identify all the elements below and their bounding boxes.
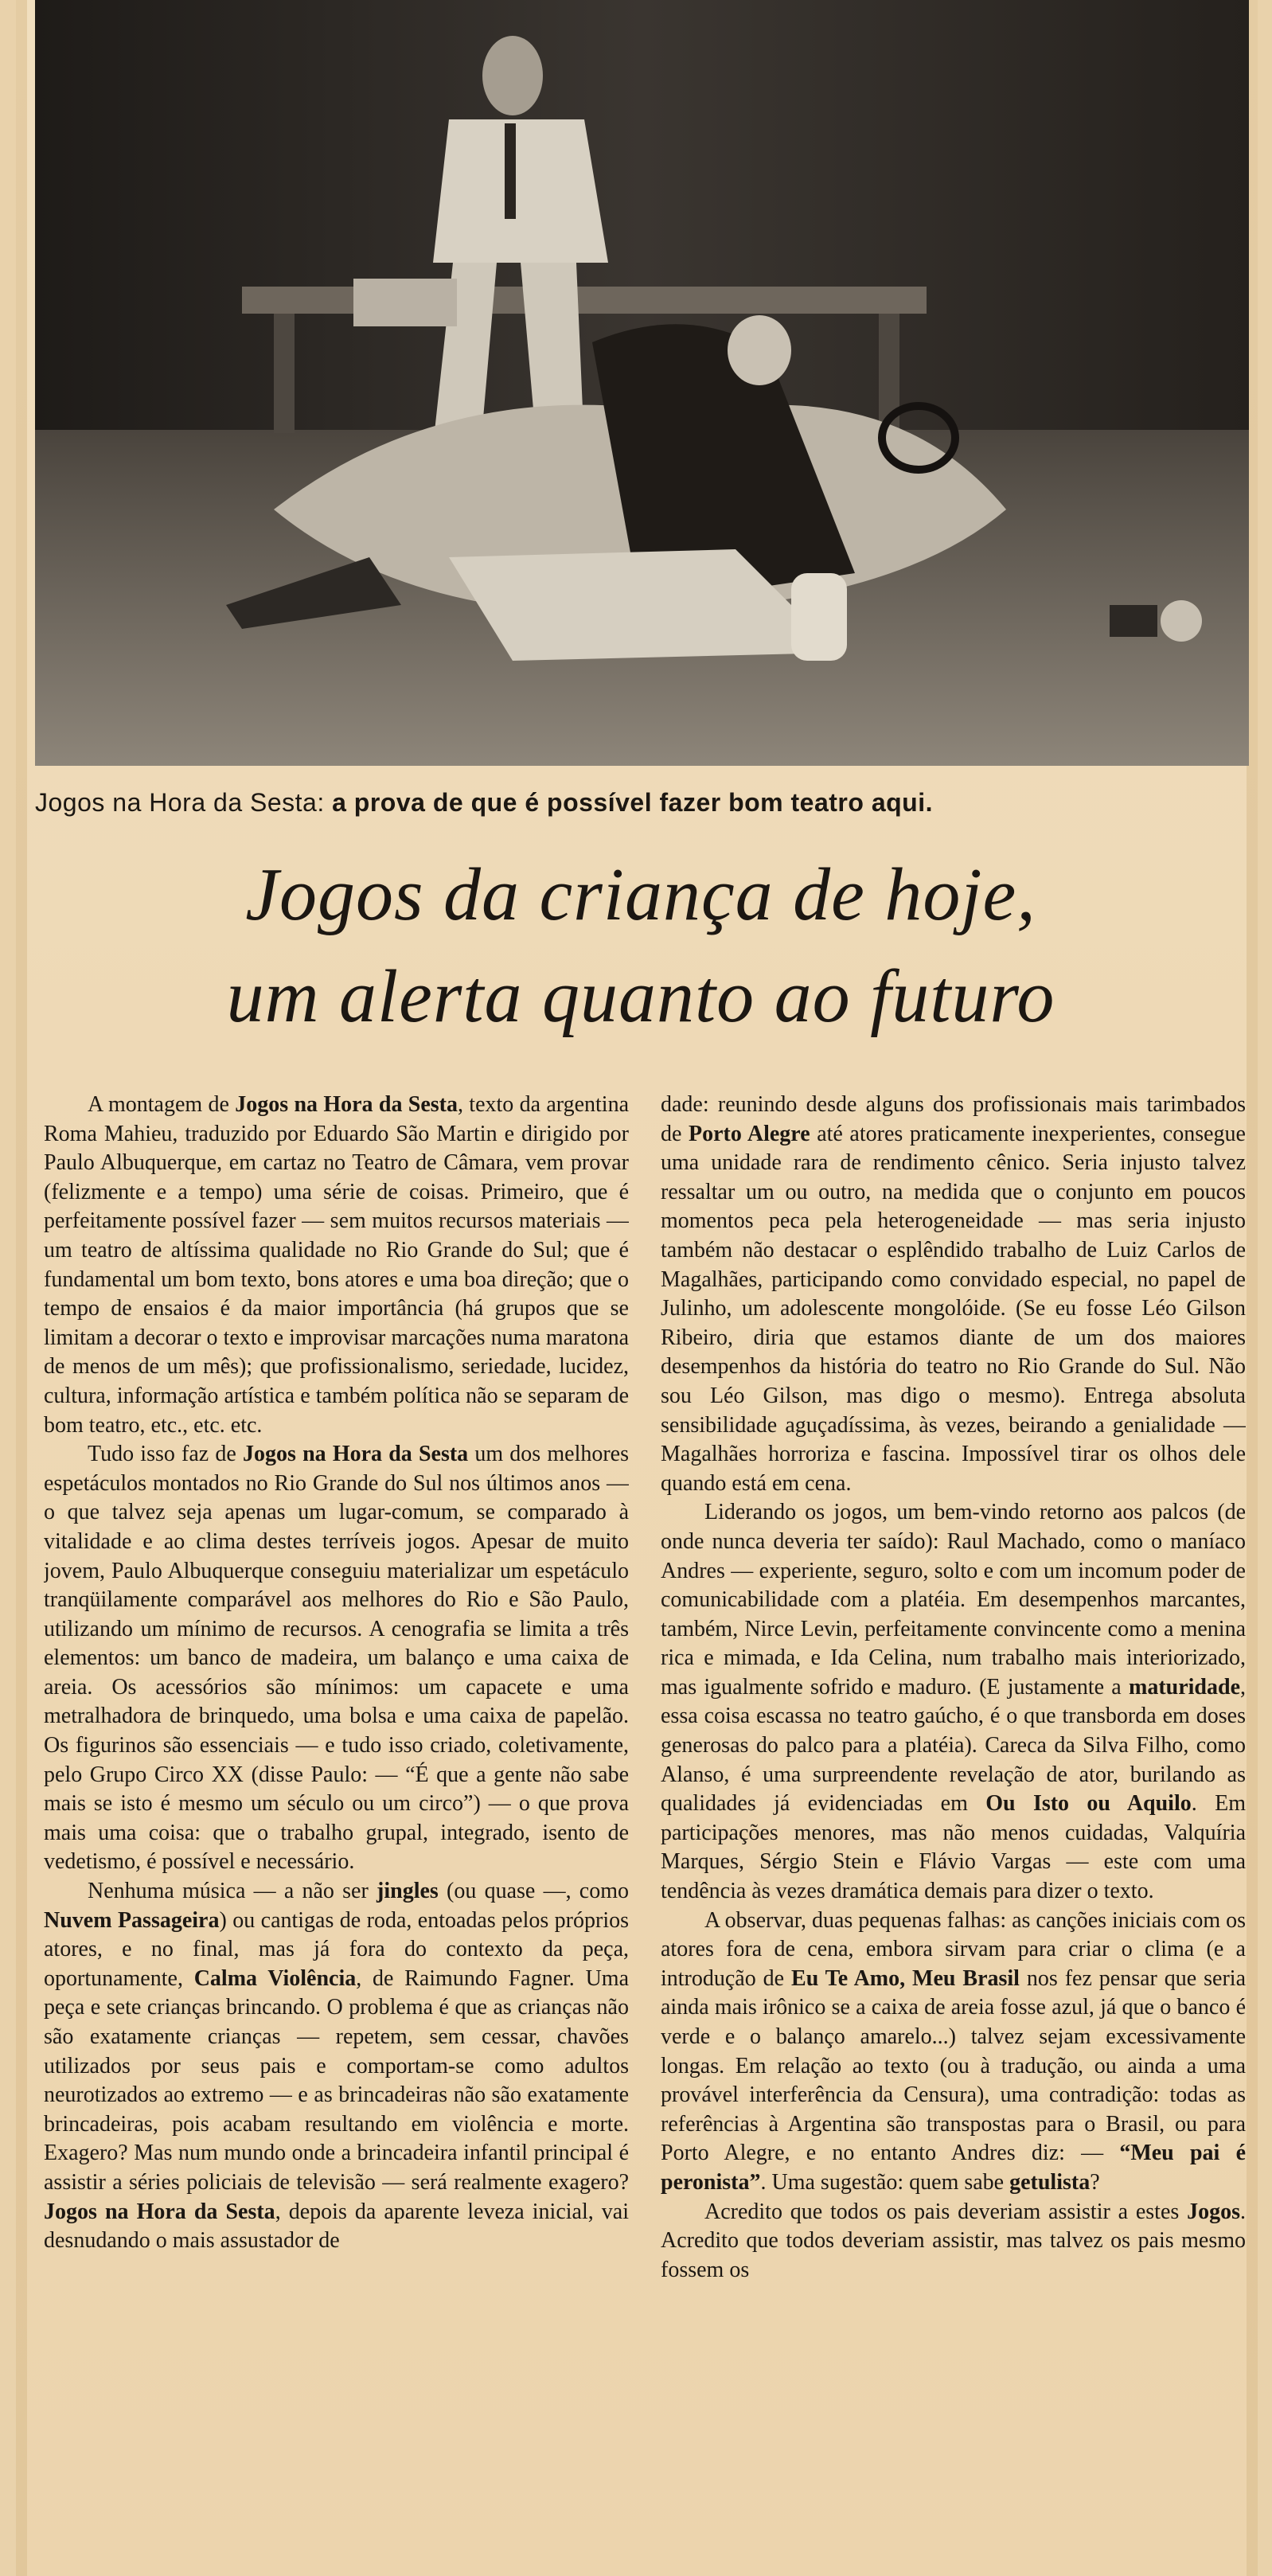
paragraph: dade: reunindo desde alguns dos profissionais mais tarimbados de Porto Alegre até atores praticamente inexperientes, consegue uma unidade rara de rendimento cênico. Seria injusto talvez ressaltar um ou outro, na medida que o conjunto em poucos momentos peca pela heterogeneidade — mas seria injusto também não destacar o esplêndido trabalho de Luiz Carlos de Magalhães, participando como convidado especial, no papel de Julinho, um adolescente mongolóide. (Se eu fosse Léo Gilson Ribeiro, diria que estamos diante de um dos maiores desempenhos da história do teatro no Rio Grande do Sul. Não sou Léo Gilson, mas digo o mesmo). Entrega absoluta sensibilidade aguçadíssima, às vezes, beirando a genialidade — Magalhães horroriza e fascina. Impossível tirar os olhos dele quando está em cena.: [661, 1092, 1246, 1496]
headline-line-2: um alerta quanto ao futuro: [226, 955, 1055, 1038]
paragraph: Tudo isso faz de Jogos na Hora da Sesta um dos melhores espetáculos montados no Rio Grande do Sul nos últimos anos — o que talvez seja apenas um lugar-comum, se comparado à vitalidade e ao clima destes terríveis jogos. Apesar de muito jovem, Paulo Albuquerque conseguiu materializar um espetáculo tranqüilamente comparável aos melhores do Rio e São Paulo, utilizando um mínimo de recursos. A cenografia se limita a três elementos: um banco de madeira, um balanço e uma caixa de areia. Os acessórios são mínimos: um capacete e uma metralhadora de brinquedo, uma bolsa e uma caixa de papelão. Os figurinos são essenciais — e tudo isso criado, coletivamente, pelo Grupo Circo XX (disse Paulo: — “É que a gente não sabe mais se isto é mesmo um século ou um circo”) — o que prova mais uma coisa: que o trabalho grupal, integrado, isento de vedetismo, é possível e necessário.: [44, 1442, 629, 1875]
article-column-left: [44, 1091, 629, 2576]
caption-text: a prova de que é possível fazer bom teatro aqui.: [332, 788, 933, 817]
paragraph: A observar, duas pequenas falhas: as canções iniciais com os atores fora de cena, embora sirvam para criar o clima (e a introdução de Eu Te Amo, Meu Brasil nos fez pensar que seria ainda mais irônico se a caixa de areia fosse azul, já que o banco é verde e o balanço amarelo...) talvez sejam excessivamente longas. Em relação ao texto (ou à tradução, ou ainda a uma provável interferência da Censura), uma contradição: todas as referências à Argentina são transpostas para o Brasil, ou para Porto Alegre, e no entanto Andres diz: — “Meu pai é peronista”. Uma sugestão: quem sabe getulista?: [661, 1907, 1246, 2195]
theatre-photo-illustration: [35, 0, 1249, 766]
paragraph: Nenhuma música — a não ser jingles (ou quase —, como Nuvem Passageira) ou cantigas de roda, entoadas pelos próprios atores, e no final, mas já fora do contexto da peça, oportunamente, Calma Violência, de Raimundo Fagner. Uma peça e sete crianças brincando. O problema é que as crianças não são exatamente crianças — repetem, sem cessar, chavões utilizados por seus pais e comportam-se como adultos neurotizados ao extremo — e as brincadeiras não são exatamente brincadeiras, pois acabam resultando em violência e morte. Exagero? Mas num mundo onde a brincadeira infantil principal é assistir a séries policiais de televisão — será realmente exagero? Jogos na Hora da Sesta, depois da aparente leveza inicial, vai desnudando o mais assustador de: [44, 1879, 629, 2254]
headline-line-1: Jogos da criança de hoje,: [245, 853, 1036, 936]
theatre-photo: [35, 0, 1249, 766]
caption-title: Jogos na Hora da Sesta:: [35, 788, 325, 817]
paragraph: Acredito que todos os pais deveriam assistir a estes Jogos. Acredito que todos deveriam assistir, mas talvez os pais mesmo fossem os: [661, 2199, 1246, 2282]
paragraph: A montagem de Jogos na Hora da Sesta, texto da argentina Roma Mahieu, traduzido por Eduardo São Martin e dirigido por Paulo Albuquerque, em cartaz no Teatro de Câmara, vem provar (felizmente e a tempo) uma série de coisas. Primeiro, que é perfeitamente possível fazer — sem muitos recursos materiais — um teatro de altíssima qualidade no Rio Grande do Sul; que é fundamental um bom texto, bons atores e uma boa direção; que o tempo de ensaios é da maior importância (há grupos que se limitam a decorar o texto e improvisar marcações numa maratona de menos de um mês); que profissionalismo, seriedade, lucidez, cultura, informação artística e também política não se separam de bom teatro, etc., etc. etc.: [44, 1092, 629, 1438]
clipping-edge-left: [16, 0, 27, 2576]
photo-caption: [35, 779, 1249, 826]
article-headline: [48, 844, 1234, 1048]
paragraph: Liderando os jogos, um bem-vindo retorno aos palcos (de onde nunca deveria ter saído): Raul Machado, como o maníaco Andres — experiente, seguro, solto e com um incomum poder de comunicabilidade com a platéia. Em desempenhos marcantes, também, Nirce Levin, perfeitamente convincente como a menina rica e mimada, e Ida Celina, num trabalho mais interiorizado, mas igualmente sofrido e maduro. (E justamente a maturidade, essa coisa escassa no teatro gaúcho, é o que transborda em doses generosas do palco para a platéia). Careca da Silva Filho, como Alanso, é uma surpreendente revelação de ator, burilando as qualidades já evidenciadas em Ou Isto ou Aquilo. Em participações menores, mas não menos cuidadas, Valquíria Marques, Sérgio Stein e Flávio Vargas — este com uma tendência às vezes dramática demais para dizer o texto.: [661, 1500, 1246, 1904]
article-column-right: [661, 1091, 1246, 2576]
